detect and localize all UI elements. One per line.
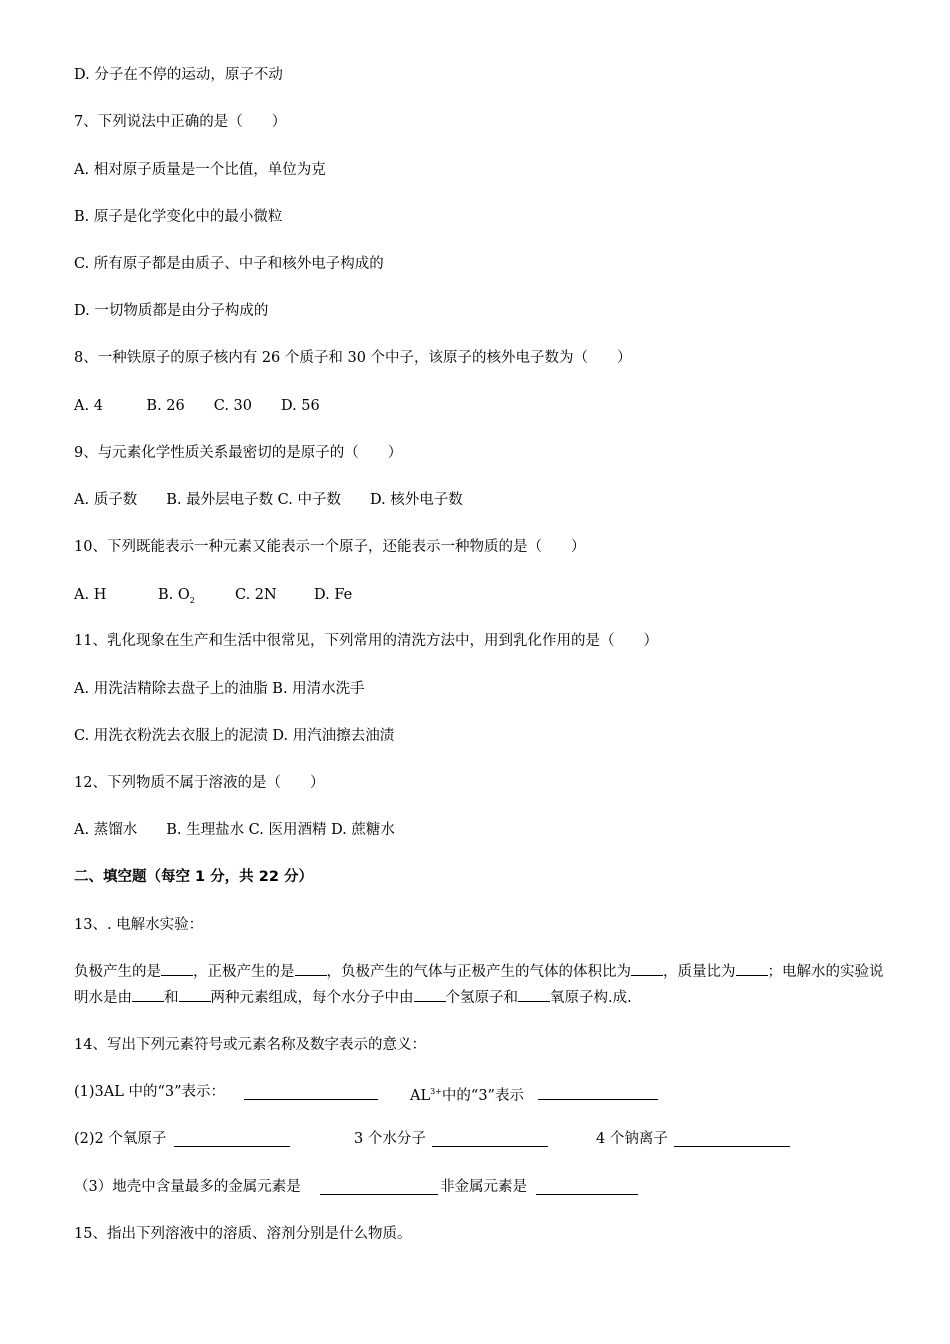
q7-option-d: D. 一切物质都是由分子构成的 — [74, 303, 269, 319]
q12-options: A. 蒸馏水 B. 生理盐水 C. 医用酒精 D. 蔗糖水 — [74, 822, 395, 838]
q14-3a-blank[interactable] — [320, 1180, 438, 1195]
q9-title: 9、与元素化学性质关系最密切的是原子的（ ） — [74, 445, 403, 461]
q10-option-a: A. H — [74, 587, 107, 603]
q13-title: 13、. 电解水实验： — [74, 917, 204, 933]
q10-option-d: D. Fe — [314, 587, 353, 603]
q7-option-c: C. 所有原子都是由质子、中子和核外电子构成的 — [74, 256, 384, 272]
q14-3b-blank[interactable] — [536, 1180, 638, 1195]
q14-2c-label: 4 个钠离子 — [596, 1131, 668, 1147]
q9-options: A. 质子数 B. 最外层电子数 C. 中子数 D. 核外电子数 — [74, 492, 463, 508]
q8-options: A. 4 B. 26 C. 30 D. 56 — [74, 398, 320, 414]
blank[interactable] — [518, 987, 550, 1002]
q14-3b-label: 非金属元素是 — [440, 1179, 527, 1195]
q7-title: 7、下列说法中正确的是（ ） — [74, 114, 287, 130]
q7-option-a: A. 相对原子质量是一个比值，单位为克 — [74, 162, 326, 178]
q12-title: 12、下列物质不属于溶液的是（ ） — [74, 775, 325, 791]
q10-option-b: B. $O_2$ — [158, 587, 195, 605]
blank[interactable] — [631, 961, 663, 976]
q14-1a-blank[interactable] — [244, 1085, 378, 1100]
blank[interactable] — [179, 987, 211, 1002]
q7-option-b: B. 原子是化学变化中的最小微粒 — [74, 209, 283, 225]
q11-options-ab: A. 用洗洁精除去盘子上的油脂 B. 用清水洗手 — [74, 681, 365, 697]
q14-2a-blank[interactable] — [174, 1132, 290, 1147]
q14-2a-label: (2)2 个氧原子 — [74, 1131, 167, 1147]
blank[interactable] — [736, 961, 768, 976]
q14-1b-blank[interactable] — [538, 1085, 658, 1100]
q10-option-c: C. 2N — [235, 587, 277, 603]
q14-2b-label: 3 个水分子 — [354, 1131, 426, 1147]
section-title: 二、填空题（每空 1 分，共 22 分） — [74, 869, 313, 885]
q13-text: 负极产生的是 ，正极产生的是 ，负极产生的气体与正极产生的气体的体积比为 ，质量比为 ；电解水的实验说明水是由 和 两种元素组成，每个水分子中由 个氢原子和 氧原子构.成. — [74, 959, 884, 1011]
blank[interactable] — [295, 961, 327, 976]
q14-title: 14、写出下列元素符号或元素名称及数字表示的意义： — [74, 1037, 426, 1053]
blank[interactable] — [161, 961, 193, 976]
blank[interactable] — [414, 987, 446, 1002]
q11-title: 11、乳化现象在生产和生活中很常见，下列常用的清洗方法中，用到乳化作用的是（ ） — [74, 633, 658, 649]
q10-title: 10、下列既能表示一种元素又能表示一个原子，还能表示一种物质的是（ ） — [74, 539, 586, 555]
q14-2c-blank[interactable] — [674, 1132, 790, 1147]
blank[interactable] — [132, 987, 164, 1002]
q14-3a-label: （3）地壳中含量最多的金属元素是 — [74, 1179, 301, 1195]
q14-1b-label: $AL^{3+}$中的“3”表示 — [410, 1087, 524, 1104]
q15-title: 15、指出下列溶液中的溶质、溶剂分别是什么物质。 — [74, 1226, 412, 1242]
q14-1a-label: (1)3AL 中的“3”表示： — [74, 1084, 226, 1100]
q14-2b-blank[interactable] — [432, 1132, 548, 1147]
q11-options-cd: C. 用洗衣粉洗去衣服上的泥渍 D. 用汽油擦去油渍 — [74, 728, 395, 744]
q8-title: 8、一种铁原子的原子核内有 26 个质子和 30 个中子，该原子的核外电子数为（ ） — [74, 350, 632, 366]
q6-option-d: D. 分子在不停的运动，原子不动 — [74, 67, 283, 83]
